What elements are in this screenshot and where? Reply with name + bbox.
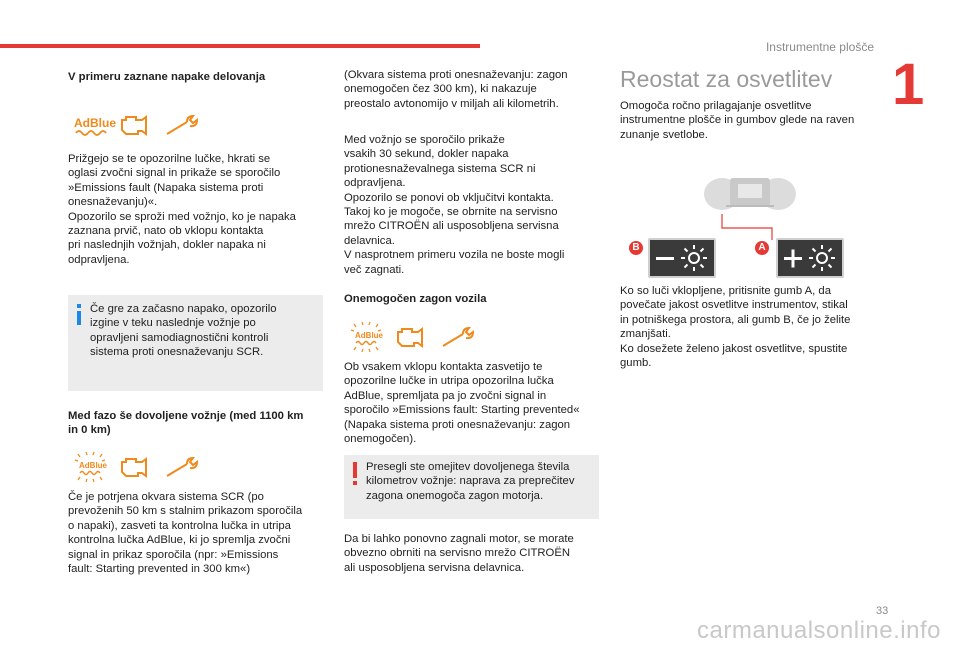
- header-title: Instrumentne plošče: [765, 40, 874, 54]
- warning-lights-row-2: [70, 448, 210, 484]
- page-number: 33: [876, 605, 889, 617]
- start-prevented-paragraph: Ob vsakem vklopu kontakta zasvetijo te opozorilne lučke in utripa opozorilna lučka AdBlue, spremljata pa jo zvočni signal in sporočilo »Emissions fault: Starting prevented« (Napaka sistema proti onesnaževanju: zagon onemogočen).: [344, 361, 580, 446]
- rheostat-intro: Omogoča ročno prilagajanje osvetlitve instrumentne plošče in gumbov glede na raven zunanje svetlobe.: [620, 100, 855, 141]
- engine-icon: [122, 117, 146, 134]
- header-accent-bar: [0, 44, 480, 48]
- svg-text:AdBlue: AdBlue: [74, 116, 116, 130]
- warning-icon-dot: [353, 481, 357, 485]
- label-a-tag: A: [755, 241, 769, 255]
- adblue-flashing-icon: [75, 452, 108, 482]
- pointer-line-a: [718, 210, 778, 246]
- limp-phase-paragraph: Če je potrjena okvara sistema SCR (po prevoženih 50 km s stalnim prikazom sporočila o napaki), zasveti ta kontrolna lučka in utripa kontrolna lučka AdBlue, ki jo spremlja zvočni signal in prikaz sporočila (npr: »Emissions fault: Starting prevented in 300 km«): [68, 491, 303, 576]
- info-text: Če gre za začasno napako, opozorilo izgine v teku naslednje vožnje po opravljeni samodiagnostični kontroli sistema proti onesnaževanju SCR.: [90, 303, 277, 359]
- svg-text:AdBlue: AdBlue: [355, 331, 383, 340]
- dimmer-button-a[interactable]: [776, 238, 844, 278]
- adblue-flashing-icon: [351, 322, 384, 352]
- engine-icon: [122, 459, 146, 476]
- info-box: [68, 295, 323, 391]
- warning-box: [344, 455, 599, 519]
- brightness-icon: [681, 245, 707, 271]
- info-icon-dot: [77, 304, 81, 308]
- rheostat-instructions: Ko so luči vklopljene, pritisnite gumb A, da povečate jakost osvetlitve instrumentov, stikal in potniškega prostora, ali gumb B, če jo želite zmanjšati. Ko dosežete želeno jakost osvetlitve, spustite gumb.: [620, 285, 851, 370]
- heading-start-prevented: Onemogočen zagon vozila: [344, 293, 487, 305]
- watermark: carmanualsonline.info: [697, 617, 941, 644]
- warning-lights-row-1: [70, 108, 210, 142]
- restart-paragraph: Da bi lahko ponovno zagnali motor, se morate obvezno obrniti na servisno mrežo CITROËN ali usposobljena servisna delavnica.: [344, 533, 574, 574]
- dashboard-illustration: [700, 172, 800, 212]
- label-b-tag: B: [629, 241, 643, 255]
- fault-paragraph: Prižgejo se te opozorilne lučke, hkrati se oglasi zvočni signal in prikaže se sporočilo »Emissions fault (Napaka sistema proti onesnaževanju)«. Opozorilo se sproži med vožnjo, ko je napaka zaznana prvič, nato ob vklopu kontakta pri naslednjih vožnjah, dokler napaka ni odpravljena.: [68, 153, 296, 266]
- range-paragraph: (Okvara sistema proti onesnaževanju: zagon onemogočen čez 300 km), ki nakazuje preostalo avtonomijo v miljah ali kilometrih.: [344, 69, 568, 110]
- warning-icon: [353, 462, 357, 478]
- engine-icon: [398, 329, 422, 346]
- dimmer-button-b[interactable]: [648, 238, 716, 278]
- wrench-icon: [443, 328, 473, 346]
- heading-fault-detected: V primeru zaznane napake delovanja: [68, 71, 266, 83]
- wrench-icon: [167, 458, 197, 476]
- wrench-icon: [167, 116, 197, 134]
- info-icon: [77, 311, 81, 325]
- warning-text: Presegli ste omejitev dovoljenega števila kilometrov vožnje: naprava za preprečitev zagona onemogoča zagon motorja.: [366, 461, 575, 502]
- chapter-number: 1: [892, 52, 925, 117]
- svg-text:AdBlue: AdBlue: [79, 461, 107, 470]
- brightness-icon: [809, 245, 835, 271]
- minus-icon: [656, 257, 674, 260]
- warning-lights-row-3: [346, 318, 486, 354]
- heading-limp-phase: Med fazo še dovoljene vožnje (med 1100 km in 0 km): [68, 410, 304, 437]
- message-paragraph: Med vožnjo se sporočilo prikaže vsakih 30 sekund, dokler napaka protionesnaževalnega sistema SCR ni odpravljena. Opozorilo se ponovi ob vključitvi kontakta. Takoj ko je mogoče, se obrnite na servisno mrežo CITROËN ali usposobljena servisna delavnica. V nasprotnem primeru vozila ne boste mogli več zagnati.: [344, 134, 565, 276]
- adblue-icon: [74, 116, 116, 135]
- section-title-rheostat: Reostat za osvetlitev: [620, 66, 833, 92]
